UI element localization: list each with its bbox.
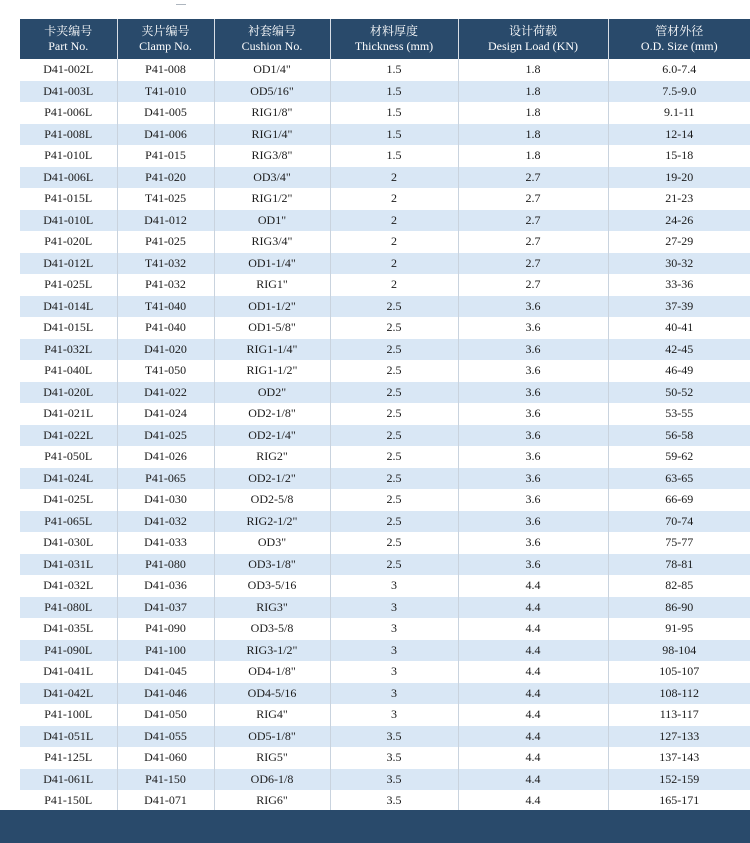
- table-row: [20, 403, 750, 425]
- thickness-cell: 2.5: [330, 339, 458, 361]
- cushion-no-cell: OD1-1/4": [214, 253, 330, 275]
- cushion-no-cell: RIG2": [214, 446, 330, 468]
- od-size-cell: 46-49: [608, 360, 750, 382]
- header-zh: 夹片编号: [141, 24, 190, 38]
- table-row: [20, 210, 750, 232]
- table-row: [20, 575, 750, 597]
- od-size-cell: 21-23: [608, 188, 750, 210]
- cushion-no-cell: OD3-5/8: [214, 618, 330, 640]
- clamp-no-cell: D41-006: [117, 124, 214, 146]
- thickness-cell: 1.5: [330, 81, 458, 103]
- thickness-cell: 3.5: [330, 790, 458, 812]
- design-load-cell: 3.6: [458, 403, 608, 425]
- od-size-cell: 70-74: [608, 511, 750, 533]
- cushion-no-cell: OD3": [214, 532, 330, 554]
- thickness-cell: 1.5: [330, 59, 458, 81]
- cushion-no-cell: OD5/16": [214, 81, 330, 103]
- od-size-cell: 98-104: [608, 640, 750, 662]
- part-no-cell: D41-010L: [20, 210, 117, 232]
- clamp-no-cell: D41-025: [117, 425, 214, 447]
- clamp-no-cell: P41-080: [117, 554, 214, 576]
- part-no-cell: P41-040L: [20, 360, 117, 382]
- thickness-cell: 2.5: [330, 296, 458, 318]
- header-zh: 设计荷载: [508, 24, 557, 38]
- od-size-cell: 50-52: [608, 382, 750, 404]
- footer-bar: [0, 810, 750, 843]
- table-row: [20, 231, 750, 253]
- cushion-no-cell: OD6-1/8: [214, 769, 330, 791]
- design-load-cell: 4.4: [458, 704, 608, 726]
- part-no-cell: D41-002L: [20, 59, 117, 81]
- cushion-no-cell: OD1-5/8": [214, 317, 330, 339]
- od-size-cell: 86-90: [608, 597, 750, 619]
- od-size-cell: 78-81: [608, 554, 750, 576]
- cushion-no-cell: OD2-5/8: [214, 489, 330, 511]
- table-body: [20, 59, 750, 812]
- table-row: [20, 102, 750, 124]
- od-size-cell: 30-32: [608, 253, 750, 275]
- part-no-cell: D41-021L: [20, 403, 117, 425]
- design-load-cell: 3.6: [458, 382, 608, 404]
- cushion-no-cell: OD3/4": [214, 167, 330, 189]
- table-row: [20, 317, 750, 339]
- table-row: [20, 81, 750, 103]
- clamp-no-cell: D41-071: [117, 790, 214, 812]
- header-od-size: [608, 19, 750, 59]
- clamp-no-cell: D41-036: [117, 575, 214, 597]
- design-load-cell: 4.4: [458, 640, 608, 662]
- design-load-cell: 3.6: [458, 532, 608, 554]
- design-load-cell: 2.7: [458, 231, 608, 253]
- design-load-cell: 1.8: [458, 59, 608, 81]
- design-load-cell: 1.8: [458, 81, 608, 103]
- cushion-no-cell: RIG1/2": [214, 188, 330, 210]
- cushion-no-cell: RIG3": [214, 597, 330, 619]
- part-no-cell: D41-020L: [20, 382, 117, 404]
- thickness-cell: 3: [330, 640, 458, 662]
- header-cushion-no: [214, 19, 330, 59]
- clamp-no-cell: T41-050: [117, 360, 214, 382]
- clamp-no-cell: P41-008: [117, 59, 214, 81]
- design-load-cell: 3.6: [458, 360, 608, 382]
- design-load-cell: 2.7: [458, 167, 608, 189]
- part-no-cell: P41-020L: [20, 231, 117, 253]
- thickness-cell: 3.5: [330, 726, 458, 748]
- clamp-no-cell: P41-020: [117, 167, 214, 189]
- table-row: [20, 554, 750, 576]
- table-row: [20, 769, 750, 791]
- od-size-cell: 105-107: [608, 661, 750, 683]
- part-no-cell: D41-012L: [20, 253, 117, 275]
- table-row: [20, 640, 750, 662]
- clamp-no-cell: D41-050: [117, 704, 214, 726]
- design-load-cell: 4.4: [458, 683, 608, 705]
- clamp-no-cell: D41-012: [117, 210, 214, 232]
- header-part-no: [20, 19, 117, 59]
- table-row: [20, 747, 750, 769]
- design-load-cell: 1.8: [458, 102, 608, 124]
- cushion-no-cell: OD1-1/2": [214, 296, 330, 318]
- clamp-no-cell: T41-010: [117, 81, 214, 103]
- design-load-cell: 3.6: [458, 554, 608, 576]
- part-no-cell: P41-090L: [20, 640, 117, 662]
- thickness-cell: 3: [330, 618, 458, 640]
- header-row: [20, 19, 750, 59]
- table-row: [20, 360, 750, 382]
- clamp-no-cell: D41-020: [117, 339, 214, 361]
- part-no-cell: D41-003L: [20, 81, 117, 103]
- table-row: [20, 167, 750, 189]
- clamp-no-cell: D41-060: [117, 747, 214, 769]
- cushion-no-cell: RIG1-1/2": [214, 360, 330, 382]
- cushion-no-cell: RIG2-1/2": [214, 511, 330, 533]
- clamp-no-cell: T41-025: [117, 188, 214, 210]
- table-row: [20, 726, 750, 748]
- cushion-no-cell: RIG1/8": [214, 102, 330, 124]
- od-size-cell: 19-20: [608, 167, 750, 189]
- part-no-cell: P41-025L: [20, 274, 117, 296]
- clamp-no-cell: P41-040: [117, 317, 214, 339]
- header-en: Part No.: [48, 39, 89, 53]
- clamp-no-cell: D41-032: [117, 511, 214, 533]
- part-no-cell: P41-032L: [20, 339, 117, 361]
- cushion-no-cell: OD1": [214, 210, 330, 232]
- od-size-cell: 15-18: [608, 145, 750, 167]
- thickness-cell: 3: [330, 597, 458, 619]
- cushion-no-cell: RIG1-1/4": [214, 339, 330, 361]
- thickness-cell: 3: [330, 575, 458, 597]
- header-en: Cushion No.: [241, 39, 303, 53]
- part-no-cell: P41-125L: [20, 747, 117, 769]
- part-no-cell: D41-051L: [20, 726, 117, 748]
- thickness-cell: 1.5: [330, 145, 458, 167]
- top-mark: [176, 4, 186, 5]
- od-size-cell: 63-65: [608, 468, 750, 490]
- spec-table: [20, 19, 750, 812]
- part-no-cell: D41-024L: [20, 468, 117, 490]
- clamp-no-cell: P41-150: [117, 769, 214, 791]
- table-row: [20, 274, 750, 296]
- part-no-cell: D41-035L: [20, 618, 117, 640]
- table-row: [20, 339, 750, 361]
- od-size-cell: 165-171: [608, 790, 750, 812]
- od-size-cell: 66-69: [608, 489, 750, 511]
- design-load-cell: 4.4: [458, 661, 608, 683]
- table-row: [20, 661, 750, 683]
- cushion-no-cell: OD3-1/8": [214, 554, 330, 576]
- design-load-cell: 4.4: [458, 575, 608, 597]
- part-no-cell: D41-022L: [20, 425, 117, 447]
- header-en: Clamp No.: [139, 39, 192, 53]
- part-no-cell: P41-008L: [20, 124, 117, 146]
- header-zh: 管材外径: [655, 24, 704, 38]
- thickness-cell: 2.5: [330, 532, 458, 554]
- part-no-cell: D41-042L: [20, 683, 117, 705]
- cushion-no-cell: OD2": [214, 382, 330, 404]
- thickness-cell: 3: [330, 683, 458, 705]
- od-size-cell: 59-62: [608, 446, 750, 468]
- design-load-cell: 3.6: [458, 425, 608, 447]
- clamp-no-cell: D41-046: [117, 683, 214, 705]
- od-size-cell: 137-143: [608, 747, 750, 769]
- table-header: [20, 19, 750, 59]
- od-size-cell: 40-41: [608, 317, 750, 339]
- clamp-no-cell: D41-026: [117, 446, 214, 468]
- cushion-no-cell: OD2-1/8": [214, 403, 330, 425]
- part-no-cell: D41-061L: [20, 769, 117, 791]
- header-clamp-no: [117, 19, 214, 59]
- od-size-cell: 7.5-9.0: [608, 81, 750, 103]
- clamp-no-cell: D41-037: [117, 597, 214, 619]
- thickness-cell: 1.5: [330, 124, 458, 146]
- clamp-no-cell: P41-100: [117, 640, 214, 662]
- table-row: [20, 145, 750, 167]
- part-no-cell: P41-050L: [20, 446, 117, 468]
- thickness-cell: 2.5: [330, 425, 458, 447]
- table-row: [20, 124, 750, 146]
- part-no-cell: D41-014L: [20, 296, 117, 318]
- design-load-cell: 4.4: [458, 597, 608, 619]
- od-size-cell: 24-26: [608, 210, 750, 232]
- cushion-no-cell: RIG4": [214, 704, 330, 726]
- design-load-cell: 3.6: [458, 339, 608, 361]
- part-no-cell: D41-032L: [20, 575, 117, 597]
- part-no-cell: P41-015L: [20, 188, 117, 210]
- header-design-load: [458, 19, 608, 59]
- od-size-cell: 33-36: [608, 274, 750, 296]
- od-size-cell: 9.1-11: [608, 102, 750, 124]
- thickness-cell: 2.5: [330, 446, 458, 468]
- design-load-cell: 4.4: [458, 726, 608, 748]
- clamp-no-cell: D41-024: [117, 403, 214, 425]
- table-row: [20, 468, 750, 490]
- table-row: [20, 425, 750, 447]
- thickness-cell: 2.5: [330, 489, 458, 511]
- part-no-cell: D41-006L: [20, 167, 117, 189]
- thickness-cell: 3: [330, 661, 458, 683]
- table-row: [20, 511, 750, 533]
- design-load-cell: 4.4: [458, 618, 608, 640]
- table-row: [20, 683, 750, 705]
- thickness-cell: 2.5: [330, 360, 458, 382]
- clamp-no-cell: T41-040: [117, 296, 214, 318]
- od-size-cell: 53-55: [608, 403, 750, 425]
- part-no-cell: P41-100L: [20, 704, 117, 726]
- od-size-cell: 113-117: [608, 704, 750, 726]
- design-load-cell: 2.7: [458, 253, 608, 275]
- cushion-no-cell: RIG3-1/2": [214, 640, 330, 662]
- table-row: [20, 597, 750, 619]
- thickness-cell: 1.5: [330, 102, 458, 124]
- thickness-cell: 2.5: [330, 554, 458, 576]
- part-no-cell: D41-031L: [20, 554, 117, 576]
- cushion-no-cell: OD2-1/4": [214, 425, 330, 447]
- cushion-no-cell: OD4-1/8": [214, 661, 330, 683]
- clamp-no-cell: D41-055: [117, 726, 214, 748]
- design-load-cell: 4.4: [458, 769, 608, 791]
- clamp-no-cell: P41-015: [117, 145, 214, 167]
- thickness-cell: 2: [330, 188, 458, 210]
- part-no-cell: P41-080L: [20, 597, 117, 619]
- part-no-cell: P41-006L: [20, 102, 117, 124]
- clamp-no-cell: D41-022: [117, 382, 214, 404]
- clamp-no-cell: D41-005: [117, 102, 214, 124]
- thickness-cell: 2.5: [330, 403, 458, 425]
- od-size-cell: 12-14: [608, 124, 750, 146]
- table-row: [20, 253, 750, 275]
- thickness-cell: 3: [330, 704, 458, 726]
- header-zh: 衬套编号: [247, 24, 296, 38]
- od-size-cell: 75-77: [608, 532, 750, 554]
- part-no-cell: D41-030L: [20, 532, 117, 554]
- od-size-cell: 42-45: [608, 339, 750, 361]
- header-zh: 材料厚度: [369, 24, 418, 38]
- table-row: [20, 59, 750, 81]
- header-thickness: [330, 19, 458, 59]
- thickness-cell: 2: [330, 253, 458, 275]
- design-load-cell: 4.4: [458, 790, 608, 812]
- clamp-no-cell: T41-032: [117, 253, 214, 275]
- design-load-cell: 1.8: [458, 124, 608, 146]
- thickness-cell: 2: [330, 210, 458, 232]
- od-size-cell: 91-95: [608, 618, 750, 640]
- thickness-cell: 2: [330, 274, 458, 296]
- table-row: [20, 188, 750, 210]
- od-size-cell: 152-159: [608, 769, 750, 791]
- thickness-cell: 2.5: [330, 511, 458, 533]
- clamp-no-cell: P41-032: [117, 274, 214, 296]
- clamp-no-cell: P41-090: [117, 618, 214, 640]
- part-no-cell: P41-065L: [20, 511, 117, 533]
- clamp-no-cell: P41-025: [117, 231, 214, 253]
- part-no-cell: P41-010L: [20, 145, 117, 167]
- cushion-no-cell: RIG3/4": [214, 231, 330, 253]
- design-load-cell: 3.6: [458, 446, 608, 468]
- part-no-cell: D41-041L: [20, 661, 117, 683]
- clamp-no-cell: P41-065: [117, 468, 214, 490]
- thickness-cell: 2.5: [330, 317, 458, 339]
- clamp-no-cell: D41-033: [117, 532, 214, 554]
- table-row: [20, 618, 750, 640]
- cushion-no-cell: RIG3/8": [214, 145, 330, 167]
- header-zh: 卡夹编号: [44, 24, 93, 38]
- cushion-no-cell: RIG1": [214, 274, 330, 296]
- table-row: [20, 532, 750, 554]
- od-size-cell: 56-58: [608, 425, 750, 447]
- cushion-no-cell: RIG1/4": [214, 124, 330, 146]
- header-en: Design Load (KN): [488, 39, 578, 53]
- design-load-cell: 4.4: [458, 747, 608, 769]
- od-size-cell: 127-133: [608, 726, 750, 748]
- table-row: [20, 296, 750, 318]
- thickness-cell: 3.5: [330, 769, 458, 791]
- clamp-no-cell: D41-030: [117, 489, 214, 511]
- design-load-cell: 3.6: [458, 468, 608, 490]
- thickness-cell: 2: [330, 167, 458, 189]
- header-en: Thickness (mm): [354, 39, 434, 53]
- design-load-cell: 3.6: [458, 317, 608, 339]
- cushion-no-cell: OD5-1/8": [214, 726, 330, 748]
- table-row: [20, 790, 750, 812]
- part-no-cell: P41-150L: [20, 790, 117, 812]
- cushion-no-cell: OD4-5/16: [214, 683, 330, 705]
- table-row: [20, 704, 750, 726]
- part-no-cell: D41-025L: [20, 489, 117, 511]
- thickness-cell: 2: [330, 231, 458, 253]
- clamp-no-cell: D41-045: [117, 661, 214, 683]
- design-load-cell: 3.6: [458, 511, 608, 533]
- thickness-cell: 2.5: [330, 468, 458, 490]
- cushion-no-cell: OD3-5/16: [214, 575, 330, 597]
- part-no-cell: D41-015L: [20, 317, 117, 339]
- table-row: [20, 382, 750, 404]
- table-row: [20, 489, 750, 511]
- cushion-no-cell: OD2-1/2": [214, 468, 330, 490]
- od-size-cell: 27-29: [608, 231, 750, 253]
- header-en: O.D. Size (mm): [640, 39, 718, 53]
- thickness-cell: 2.5: [330, 382, 458, 404]
- design-load-cell: 2.7: [458, 188, 608, 210]
- cushion-no-cell: RIG6": [214, 790, 330, 812]
- table-row: [20, 446, 750, 468]
- od-size-cell: 82-85: [608, 575, 750, 597]
- design-load-cell: 2.7: [458, 274, 608, 296]
- thickness-cell: 3.5: [330, 747, 458, 769]
- design-load-cell: 3.6: [458, 296, 608, 318]
- cushion-no-cell: RIG5": [214, 747, 330, 769]
- design-load-cell: 1.8: [458, 145, 608, 167]
- design-load-cell: 2.7: [458, 210, 608, 232]
- od-size-cell: 6.0-7.4: [608, 59, 750, 81]
- cushion-no-cell: OD1/4": [214, 59, 330, 81]
- od-size-cell: 108-112: [608, 683, 750, 705]
- design-load-cell: 3.6: [458, 489, 608, 511]
- od-size-cell: 37-39: [608, 296, 750, 318]
